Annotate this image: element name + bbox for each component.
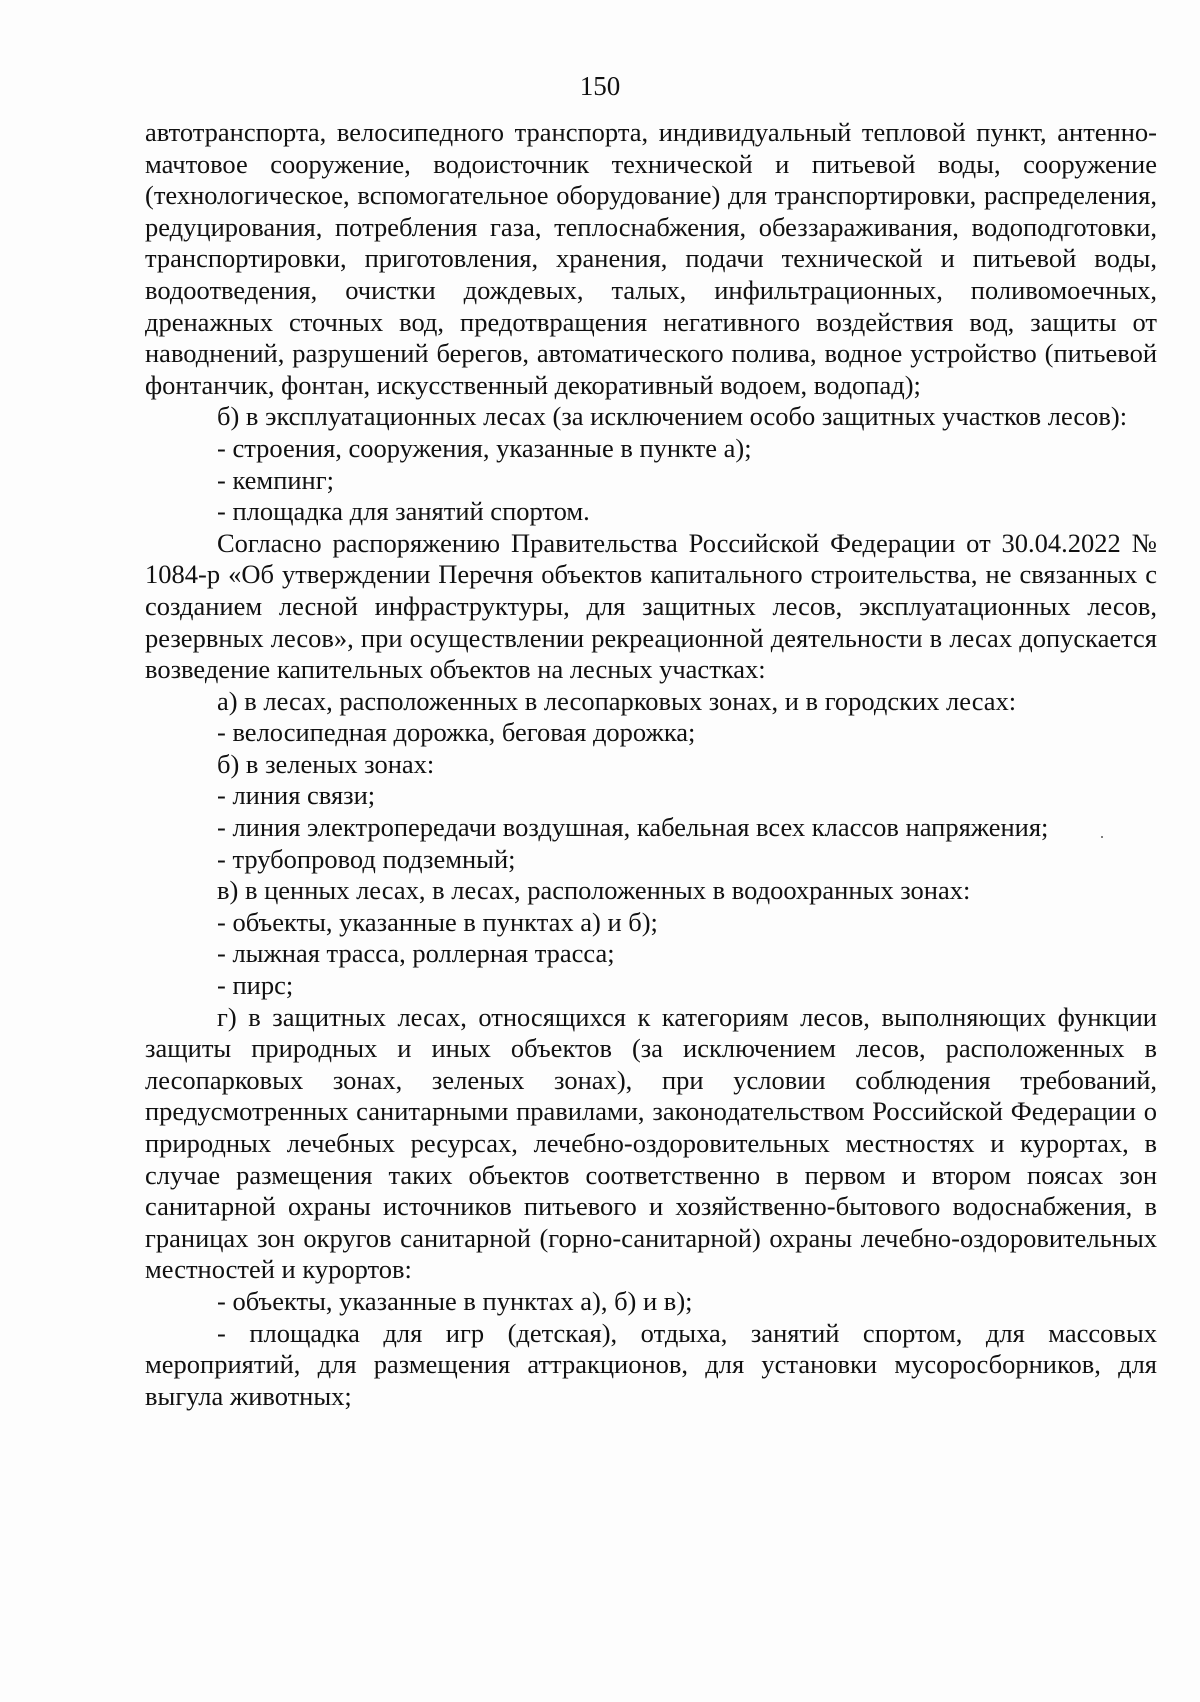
list-item: - строения, сооружения, указанные в пункте а); xyxy=(217,432,752,463)
list-item: б) в зеленых зонах: xyxy=(217,748,435,779)
list-item: - кемпинг; xyxy=(217,464,334,495)
list-item: - пирс; xyxy=(217,970,294,1001)
list-item: - линия связи; xyxy=(217,780,376,811)
list-item-playgrounds: - площадка для игр (детская), отдыха, занятий спортом, для массовых мероприятий, для размещения аттракционов, для установки мусоросборников, для выгула животных; xyxy=(145,1317,1157,1411)
list-item: - объекты, указанные в пунктах а), б) и в); xyxy=(217,1285,693,1316)
list-item: - велосипедная дорожка, беговая дорожка; xyxy=(217,717,696,748)
list-item: - площадка для занятий спортом. xyxy=(217,496,590,527)
list-item: а) в лесах, расположенных в лесопарковых зонах, и в городских лесах: xyxy=(217,685,1017,716)
list-item: - линия электропередачи воздушная, кабельная всех классов напряжения; xyxy=(217,812,1049,843)
paragraph-government-order: Согласно распоряжению Правительства Российской Федерации от 30.04.2022 № 1084-р «Об утверждении Перечня объектов капитального строительства, не связанных с созданием лесной инфраструктуры, для защитных лесов, эксплуатационных лесов, резервных лесов», при осуществлении рекреационной деятельности в лесах допускается возведение капительных объектов на лесных участках: xyxy=(145,527,1157,685)
list-item: - объекты, указанные в пунктах а) и б); xyxy=(217,906,658,937)
document-body xyxy=(145,117,1157,1412)
page-number: 150 xyxy=(579,71,621,101)
scan-speck xyxy=(1101,836,1103,838)
list-item: - трубопровод подземный; xyxy=(217,843,516,874)
list-item: в) в ценных лесах, в лесах, расположенных в водоохранных зонах: xyxy=(217,875,971,906)
list-item: - лыжная трасса, роллерная трасса; xyxy=(217,938,615,969)
paragraph-utilities-list: автотранспорта, велосипедного транспорта, индивидуальный тепловой пункт, антенно-мачтовое сооружение, водоисточник технической и питьевой воды, сооружение (технологическое, вспомогательное оборудование) для транспортировки, распределения, редуцирования, потребления газа, теплоснабжения, обеззараживания, водоподготовки, транспортировки, приготовления, хранения, подачи технической и питьевой воды, водоотведения, очистки дождевых, талых, инфильтрационных, поливомоечных, дренажных сточных вод, предотвращения негативного воздействия вод, защиты от наводнений, разрушений берегов, автоматического полива, водное устройство (питьевой фонтанчик, фонтан, искусственный декоративный водоем, водопад); xyxy=(145,117,1157,400)
paragraph-exploitation-forests: б) в эксплуатационных лесах (за исключением особо защитных участков лесов): xyxy=(217,401,1128,432)
paragraph-protective-forests: г) в защитных лесах, относящихся к категориям лесов, выполняющих функции защиты природных и иных объектов (за исключением лесов, расположенных в лесопарковых зонах, зеленых зонах), при условии соблюдения требований, предусмотренных санитарными правилами, законодательством Российской Федерации о природных лечебных ресурсах, лечебно-оздоровительных местностях и курортах, в случае размещения таких объектов соответственно в первом и втором поясах зон санитарной охраны источников питьевого и хозяйственно-бытового водоснабжения, в границах зон округов санитарной (горно-санитарной) охраны лечебно-оздоровительных местностей и курортов: xyxy=(145,1001,1157,1285)
